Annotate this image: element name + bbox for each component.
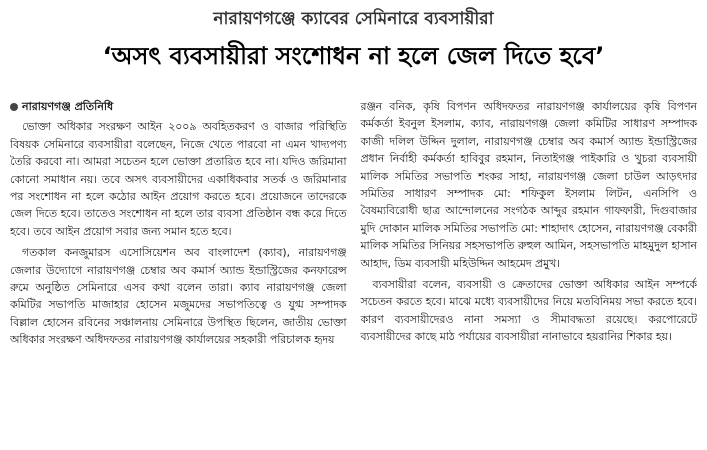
bullet-icon — [10, 103, 18, 111]
paragraph: গতকাল কনজুমারস এসোসিয়েশন অব বাংলাদেশ (ক্যাব), নারায়ণগঞ্জ জেলার উদ্যোগে নারায়ণগঞ্জ চেম্বার অব কমার্স অ্যান্ড ইন্ডাস্ট্রিজের কনফারেন্স রুমে অনুষ্ঠিত সেমিনারে এসব কথা বলেন তারা। ক্যাব নারায়ণগঞ্জ জেলা কমিটির সভাপতি মাজাহার হোসেন মজুমদের সভাপতিত্বে ও যুগ্ম সম্পাদক বিল্লাল হোসেন রবিনের সঞ্চালনায় সেমিনারে উপস্থিত ছিলেন, জাতীয় ভোক্তা অধিকার সংরক্ষণ অধিদফতর নারায়ণগঞ্জ কার্যালয়ের সহকারী পরিচালক হৃদয় — [10, 246, 347, 347]
main-headline: ‘অসৎ ব্যবসায়ীরা সংশোধন না হলে জেল দিতে হবে’ — [102, 42, 605, 70]
paragraph: ভোক্তা অধিকার সংরক্ষণ আইন ২০০৯ অবহিতকরণ ও বাজার পরিস্থিতি বিষয়ক সেমিনারে ব্যবসায়ীরা বলেছেন, নিজে খেতে পারবো না এমন খাদ্যপণ্য তৈরি করবো না। আমরা সচেতন হলে ভোক্তা প্রতারিত হবে না। যদিও জরিমানা কোনো সমাধান নয়। তবে অসৎ ব্যবসায়ীদের একাধিকবার সতর্ক ও জরিমানার পর সংশোধন না হলে কঠোর আইন প্রয়োগ করতে হবে। প্রয়োজনে তাদেরকে জেল দিতে হবে। তাতেও সংশোধন না হলে তার ব্যবসা প্রতিষ্ঠান বন্ধ করে দিতে হবে। তবে আইন প্রয়োগ সবার জন্য সমান হতে হবে। — [10, 120, 347, 238]
byline — [10, 98, 347, 115]
byline-text: নারায়ণগঞ্জ প্রতিনিধি — [22, 100, 114, 113]
paragraph: রঞ্জন বনিক, কৃষি বিপণন অধিদফতর নারায়ণগঞ্জ কার্যালয়ের কৃষি বিপণন কর্মকর্তা ইবনুল ইসলাম, ক্যাব, নারায়ণগঞ্জ জেলা কমিটির সাধারণ সম্পাদক কাজী দলিল উদ্দিন দুলাল, নারায়ণগঞ্জ চেম্বার অব কমার্স অ্যান্ড ইন্ডাস্ট্রিজের প্রধান নির্বাহী কর্মকর্তা হাবিবুর রহমান, নিতাইগঞ্জ পাইকারি ও খুচরা ব্যবসায়ী মালিক সমিতির সভাপতি শংকর সাহা, নারায়ণগঞ্জ জেলা চাউল আড়ৎদার সমিতির সাধারণ সম্পাদক মো: শফিকুল ইসলাম লিটন, এনসিপি ও বৈষম্যবিরোধী ছাত্র আন্দোলনের সংগঠক আব্দুর রহমান গাফফারী, দিগুবাজার মুদি দোকান মালিক সমিতির সভাপতি মো: শাহাদাৎ হোসেন, নারায়ণগঞ্জ বেকারী মালিক সমিতির সিনিয়র সহসভাপতি রুহুল আমিন, সহসভাপতি মাহমুদুল হাসান আহাদ, ডিম ব্যবসায়ী মহিউদ্দিন আহমেদ প্রমুখ। — [360, 100, 697, 270]
kicker-headline: নারায়ণগঞ্জে ক্যাবের সেমিনারে ব্যবসায়ীরা — [213, 9, 494, 29]
paragraph: ব্যবসায়ীরা বলেন, ব্যবসায়ী ও ক্রেতাদের ভোক্তা অধিকার আইন সম্পর্কে সচেতন করতে হবে। মাঝে মধ্যে ব্যবসায়ীদের নিয়ে মতবিনিময় সভা করতে হবে। কারণ ব্যবসায়ীদেরও নানা সমস্যা ও সীমাবদ্ধতা রয়েছে। করপোরেটে ব্যবসায়ীদের কাছে মাঠ পর্যায়ের ব্যবসায়ীরা নানাভাবে হয়রানির শিকার হয়। — [360, 278, 697, 344]
column-right — [361, 98, 698, 448]
article-body — [10, 98, 697, 448]
column-left — [10, 98, 347, 448]
